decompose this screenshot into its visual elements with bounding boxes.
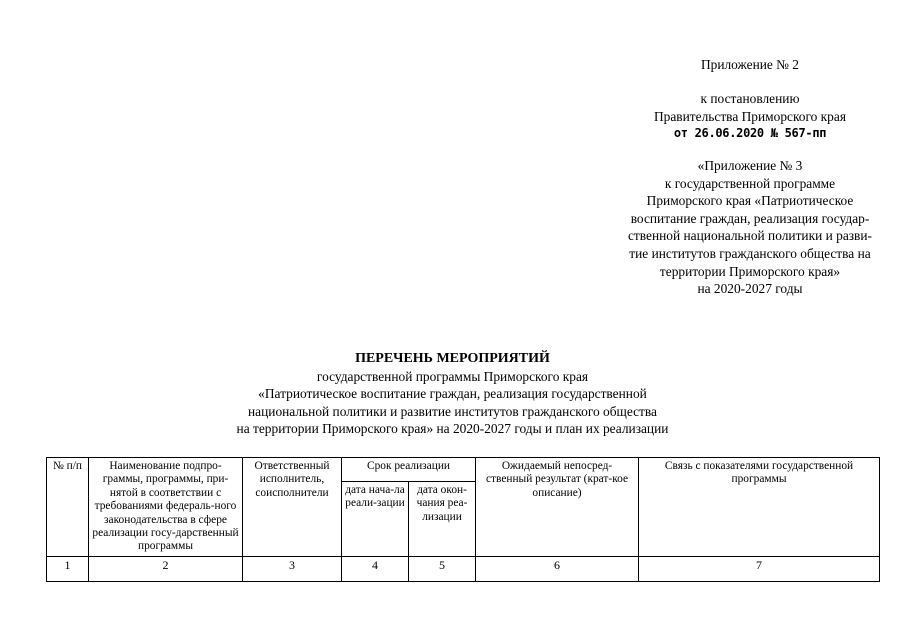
header-term: Срок реализации bbox=[342, 458, 476, 482]
decree-line: Правительства Приморского края bbox=[654, 108, 846, 124]
activities-table bbox=[46, 457, 880, 582]
appendix-title: Приложение № 2 bbox=[700, 57, 800, 72]
inner-appendix-line: Приморского края «Патриотическое bbox=[646, 193, 854, 209]
header-result: Ожидаемый непосред-ственный результат (крат-кое описание) bbox=[476, 458, 639, 557]
decree-line: к постановлению bbox=[700, 91, 800, 106]
title-line: на территории Приморского края» на 2020-2027 годы и план их реализации bbox=[236, 421, 669, 437]
column-number-cell: 4 bbox=[342, 556, 409, 581]
title-main: ПЕРЕЧЕНЬ МЕРОПРИЯТИЙ bbox=[355, 351, 550, 366]
header-executor: Ответственный исполнитель, соисполнители bbox=[243, 458, 342, 557]
inner-appendix-line: на 2020-2027 годы bbox=[697, 281, 803, 297]
title-line: государственной программы Приморского края bbox=[316, 368, 589, 384]
column-number-cell: 5 bbox=[409, 556, 476, 581]
column-number-cell: 3 bbox=[243, 556, 342, 581]
inner-appendix-line: тие институтов гражданского общества на bbox=[629, 245, 871, 261]
column-number-cell: 6 bbox=[476, 556, 639, 581]
inner-appendix-line: территории Приморского края» bbox=[659, 263, 841, 279]
column-number-cell: 1 bbox=[47, 556, 89, 581]
header-number: № п/п bbox=[47, 458, 89, 557]
title-line: «Патриотическое воспитание граждан, реализация государственной bbox=[258, 386, 647, 402]
inner-appendix-line: воспитание граждан, реализация государ- bbox=[630, 210, 870, 226]
header-end-date: дата окон-чания реа-лизации bbox=[409, 481, 476, 556]
document-title bbox=[0, 350, 905, 438]
table-row bbox=[47, 556, 880, 581]
table-header-row bbox=[47, 458, 880, 482]
inner-appendix-line: к государственной программе bbox=[664, 175, 836, 191]
title-line: национальной политики и развитие институтов гражданского общества bbox=[248, 403, 657, 419]
header-start-date: дата нача-ла реали-зации bbox=[342, 481, 409, 556]
column-number-cell: 7 bbox=[639, 556, 880, 581]
header-name: Наименование подпро-граммы, программы, при-нятой в соответствии с требованиями федераль-ного законодательства в сфере реализации госу-дарственный программы bbox=[89, 458, 243, 557]
inner-appendix-reference bbox=[590, 157, 905, 298]
inner-appendix-line: ственной национальной политики и разви- bbox=[627, 228, 872, 244]
column-number-cell: 2 bbox=[89, 556, 243, 581]
header-indicators-link: Связь с показателями государственной программы bbox=[639, 458, 880, 557]
inner-appendix-line: «Приложение № 3 bbox=[697, 158, 803, 173]
decree-date: от 26.06.2020 № 567-пп bbox=[673, 126, 827, 141]
decree-reference bbox=[590, 90, 905, 143]
